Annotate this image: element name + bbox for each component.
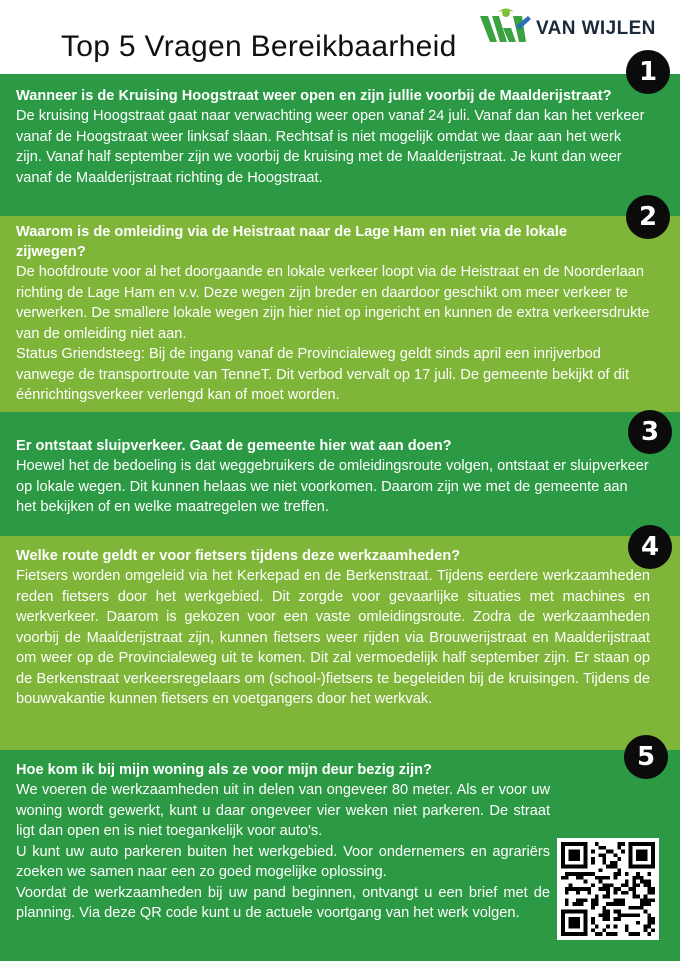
faq-answer-2	[16, 262, 650, 406]
number-badge-2: 2	[626, 195, 670, 239]
logo-text: VAN WIJLEN	[536, 18, 656, 39]
faq-question-4: Welke route geldt er voor fietsers tijdens deze werkzaamheden?	[16, 548, 461, 564]
faq-answer-5-paragraph-3: Voordat de werkzaamheden bij uw pand beginnen, ontvangt u een brief met de planning. Via deze QR code kunt u de actuele voortgang van het werk volgen.	[16, 884, 550, 921]
faq-answer-3-paragraph: Hoewel het de bedoeling is dat weggebruikers de omleidingsroute volgen, ontstaat er sluipverkeer op lokale wegen. Dit kunnen helaas we niet voorkomen. Daarom zijn we met de gemeente aan het bekijken of en welke maatregelen we treffen.	[16, 458, 649, 515]
faq-question-5: Hoe kom ik bij mijn woning als ze voor mijn deur bezig zijn?	[16, 762, 432, 778]
number-badge-1: 1	[626, 50, 670, 94]
faq-answer-4	[16, 566, 650, 710]
faq-answer-1	[16, 106, 650, 188]
faq-section-2	[0, 216, 680, 412]
faq-question-2: Waarom is de omleiding via de Heistraat naar de Lage Ham en niet via de lokale zijwegen?	[16, 224, 567, 260]
faq-question-1: Wanneer is de Kruising Hoogstraat weer open en zijn jullie voorbij de Maalderijstraat?	[16, 88, 612, 104]
faq-answer-2-paragraph-1: De hoofdroute voor al het doorgaande en lokale verkeer loopt via de Heistraat en de Noorderlaan richting de Lage Ham en v.v. Deze wegen zijn breder en daardoor geschikt om meer verkeer te verwerken. De smallere lokale wegen zijn hier niet op ingericht en kunnen de extra verkeersdrukte van de omleiding niet aan.	[16, 264, 650, 342]
faq-answer-1-paragraph: De kruising Hoogstraat gaat naar verwachting weer open vanaf 24 juli. Vanaf dan kan het verkeer vanaf de Hoogstraat weer linksaf slaan. Rechtsaf is niet mogelijk omdat we daar aan het werk zijn. Vanaf half september zijn we voorbij de kruising met de Maalderijstraat. Je kunt dan weer vanaf de Maalderijstraat richting de Hoogstraat.	[16, 108, 645, 186]
faq-section-4	[0, 536, 680, 750]
number-badge-5: 5	[624, 735, 668, 779]
qr-modules	[561, 842, 655, 936]
number-badge-3: 3	[628, 410, 672, 454]
faq-answer-3	[16, 456, 650, 518]
faq-question-3: Er ontstaat sluipverkeer. Gaat de gemeente hier wat aan doen?	[16, 438, 452, 454]
faq-answer-5-paragraph-2: U kunt uw auto parkeren buiten het werkgebied. Voor ondernemers en agrariërs zoeken we samen naar een zo goed mogelijke oplossing.	[16, 843, 550, 880]
faq-answer-2-paragraph-2: Status Griendsteeg: Bij de ingang vanaf de Provincialeweg geldt sinds april een inrijverbod vanwege de transportroute van TenneT. Dit verbod vervalt op 17 juli. De gemeente bekijkt of dit éénrichtingsverkeer verlengd kan of moet worden.	[16, 346, 630, 403]
header	[0, 0, 680, 74]
number-badge-4: 4	[628, 525, 672, 569]
qr-code[interactable]	[557, 838, 659, 940]
faq-answer-5-paragraph-1: We voeren de werkzaamheden uit in delen van ongeveer 80 meter. Als er voor uw woning wordt gewerkt, kunt u daar ongeveer vier weken niet parkeren. De straat ligt dan open en is niet toegankelijk voor auto's.	[16, 782, 550, 839]
faq-answer-4-paragraph: Fietsers worden omgeleid via het Kerkepad en de Berkenstraat. Tijdens eerdere werkzaamheden reden fietsers door het werkgebied. Dit zorgde voor gevaarlijke situaties met machines en werkverkeer. Daarom is gekozen voor een vaste omleidingsroute. Zodra de werkzaamheden voorbij de Maalderijstraat zijn, kunnen fietsers weer rijden via Brouwerijstraat en Maalderijstraat om weer op de Provincialeweg uit te komen. Dit zal vermoedelijk half september zijn. Er staan op de Berkenstraat verkeersregelaars om (school-)fietsers te begeleiden bij de kruisingen. Tijdens de bouwvakantie kunnen fietsers en voetgangers door het werkvak.	[16, 568, 650, 707]
faq-answer-5	[16, 780, 550, 924]
page-title: Top 5 Vragen Bereikbaarheid	[61, 30, 457, 63]
logo-mark-icon	[478, 6, 532, 46]
faq-section-1	[0, 74, 680, 216]
faq-section-3	[0, 412, 680, 536]
qr-code-icon	[561, 842, 655, 936]
van-wijlen-logo	[478, 6, 668, 46]
